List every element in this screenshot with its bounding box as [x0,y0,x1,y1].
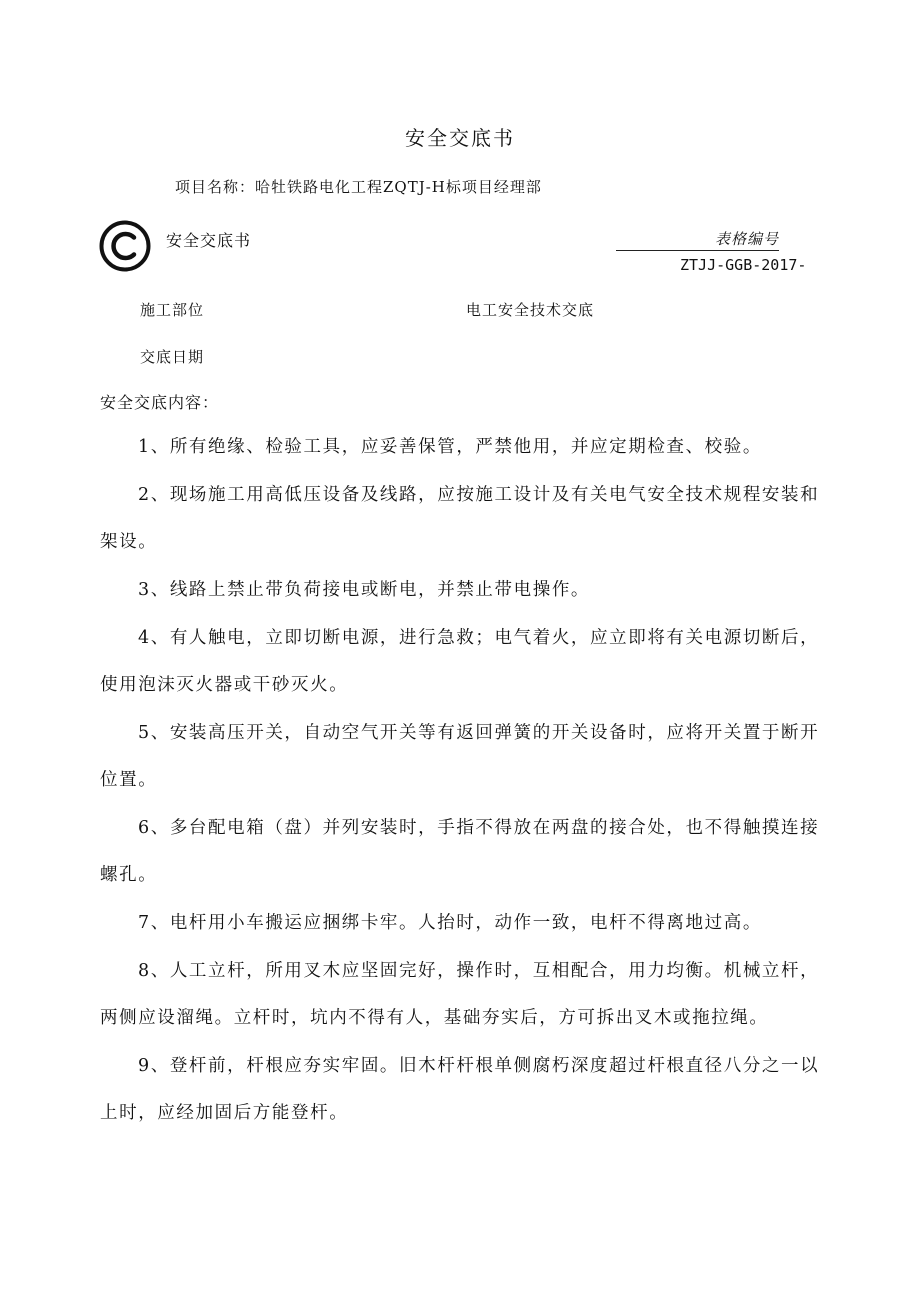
safety-item: 3、线路上禁止带负荷接电或断电，并禁止带电操作。 [138,580,591,600]
safety-item: 5、安装高压开关，自动空气开关等有返回弹簧的开关设备时，应将开关置于断开位置。 [100,723,820,790]
safety-items-list [100,424,828,1138]
safety-item: 8、人工立杆，所用叉木应坚固完好，操作时，互相配合，用力均衡。机械立杆，两侧应设溜绳。立杆时，坑内不得有人，基础夯实后，方可拆出叉木或拖拉绳。 [100,961,820,1028]
safety-item: 6、多台配电箱（盘）并列安装时，手指不得放在两盘的接合处，也不得触摸连接螺孔。 [100,818,820,885]
briefing-date-label: 交底日期 [140,348,205,366]
safety-item: 7、电杆用小车搬运应捆绑卡牢。人抬时，动作一致，电杆不得离地过高。 [138,913,762,933]
briefing-content-label: 安全交底内容： [100,393,220,412]
safety-item: 2、现场施工用高低压设备及线路，应按施工设计及有关电气安全技术规程安装和架设。 [100,485,820,552]
construction-site-label: 施工部位 [140,301,205,319]
page-title: 安全交底书 [405,126,515,150]
copyright-logo-icon [99,220,151,272]
form-number: ZTJJ-GGB-2017- [680,256,807,274]
safety-item: 1、所有绝缘、检验工具，应妥善保管，严禁他用，并应定期检查、校验。 [138,437,762,457]
construction-site-value: 电工安全技术交底 [466,301,595,319]
safety-item: 4、有人触电，立即切断电源，进行急救；电气着火，应立即将有关电源切断后，使用泡沫灭火器或干砂灭火。 [100,628,820,695]
document-subtitle: 安全交底书 [166,231,252,250]
form-number-label: 表格编号 [616,228,779,251]
safety-item: 9、登杆前，杆根应夯实牢固。旧木杆杆根单侧腐朽深度超过杆根直径八分之一以上时，应经加固后方能登杆。 [100,1056,820,1123]
project-name: 项目名称：哈牡铁路电化工程ZQTJ-H标项目经理部 [175,178,542,196]
